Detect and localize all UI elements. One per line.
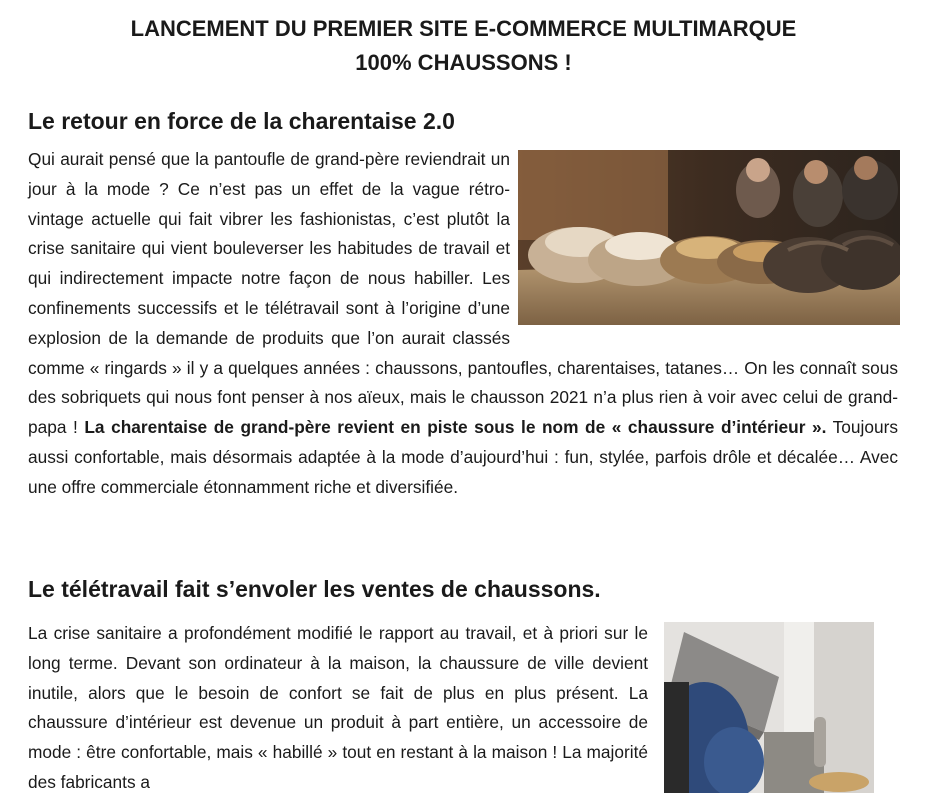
document-title-line2: 100% CHAUSSONS ! (355, 50, 572, 75)
section2-paragraph: La crise sanitaire a profondément modifié le rapport au travail, et à priori sur le long terme. Devant son ordinateur à la maison, la chaussure de ville devient inutile, alors que le besoin de confort se fait de plus en plus présent. La chaussure d’intérieur est devenue un produit à part entière, un accessoire de mode : être confortable, mais « habillé » tout en restant à la maison ! La majorité des fabricants a (28, 623, 648, 792)
section1-heading: Le retour en force de la charentaise 2.0 (28, 108, 455, 134)
section1-paragraph (28, 145, 898, 503)
section1-text-bold: La charentaise de grand-père revient en piste sous le nom de « chaussure d’intérieur ». (84, 417, 827, 438)
laptop-photo (664, 622, 874, 793)
section1-text-a: Qui aurait pensé que la pantoufle de grand-père reviendrait un jour à la mode ? Ce n’est pas un effet de la vague rétro-vintage actuelle qui fait vibrer les fashionistas, c’est plutôt la crise sanitaire qui vient bouleverser les habitudes de travail et qui indirectement impacte notre façon de nous habiller. Les confinements successifs et le télétravail sont à l’origine d’une explosion de la demande de produits que l’on aurait classés comme « ringards » il y a quelques années : chaussons, pantoufles, charentaises, tatanes… On les connaît sous des sobriquets qui nous font penser à nos aïeux, mais le chausson 2021 n’a plus rien à voir avec celui de grand-papa ! (28, 149, 898, 438)
section2-heading: Le télétravail fait s’envoler les ventes de chaussons. (28, 576, 601, 602)
document-title (0, 12, 927, 80)
photo-wrap-spacer (516, 145, 898, 325)
document-title-line1: LANCEMENT DU PREMIER SITE E-COMMERCE MULTIMARQUE (130, 16, 797, 41)
section1-text-b: Toujours aussi confortable, mais désormais adaptée à la mode d’aujourd’hui : fun, stylée, parfois drôle et décalée… Avec une offre commerciale étonnamment riche et diversifiée. (28, 417, 898, 497)
